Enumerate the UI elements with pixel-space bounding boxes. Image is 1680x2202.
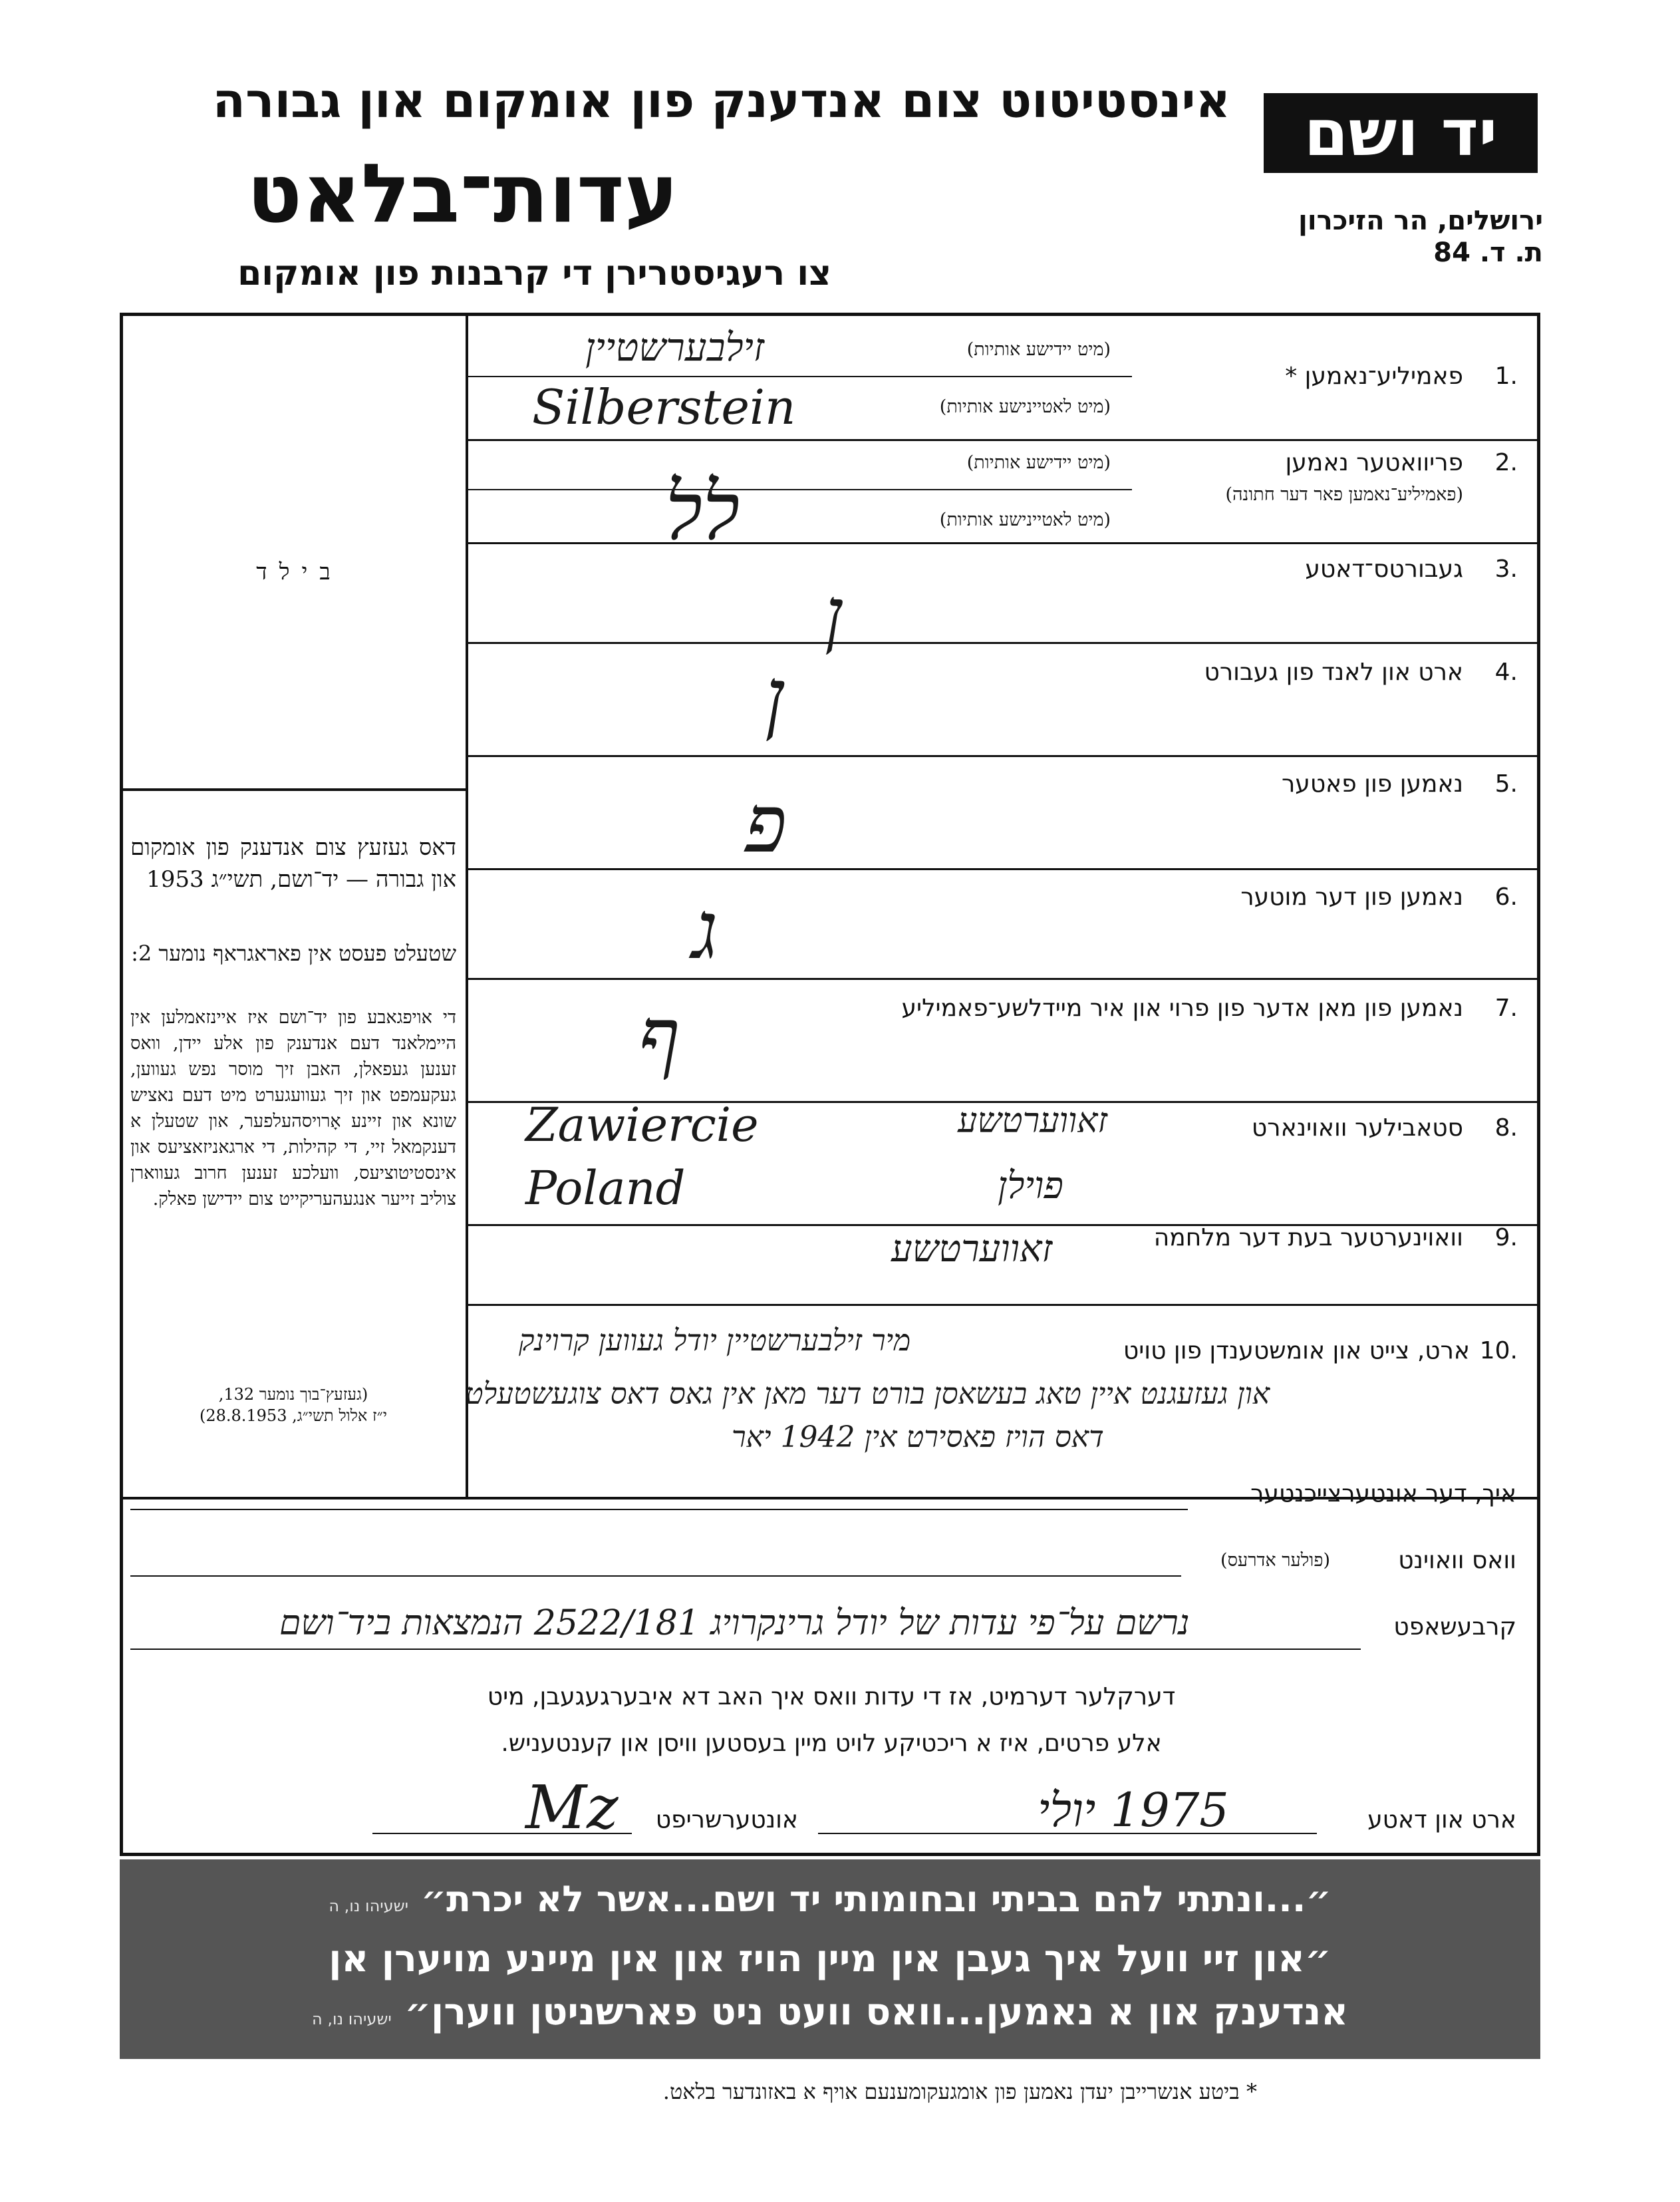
yad-vashem-logo: יד ושם [1264, 93, 1538, 173]
permanent-residence-label: סטאבילער וואוינארט [1251, 1114, 1463, 1142]
law-text: די אויפגאבע פון יד־ושם איז איינזאמלען אין היימלאנד דעם אנדענק פון אלע יידן, וואס זענען געפאלן, האבן זיך מוסר נפש געווען, געקעמפט און זיך געוועגערט מיט דעם נאציש שונא און זיינע אָרויסהעלפער, און שטעלן א דענקמאל זיי, די קהילות, די ארגאניזאציעס און אינסטיטוציעס, וועלכע זענען חרוב געווארן צוליב זייער אנגעהעריקייט צום יידישן פאלק. [130, 1007, 456, 1209]
quote-source: ישעיהו נו, ה [312, 2010, 392, 2028]
law-paragraph-ref: שטעלט פעסט אין פאראגראף נומער 2: [131, 941, 456, 966]
spouse-name-label: נאמען פון מאן אדער פון פרוי און איר מיידלשע־פאמיליע [901, 995, 1463, 1022]
quote-hebrew [120, 1873, 1540, 1933]
row-divider [467, 978, 1540, 980]
address-line[interactable] [130, 1575, 1181, 1577]
signature-value[interactable]: Mz [525, 1773, 619, 1843]
first-name-yiddish-hint: (מיט יידישע אותיות) [966, 452, 1111, 473]
field-number: 10. [1479, 1337, 1518, 1364]
field-number: 7. [1494, 995, 1518, 1022]
quote-yiddish-line-1: ״און זיי וועל איך געבן אין מיין הויז און אין מיינע מויערן אן [329, 1937, 1331, 1980]
place-date-label: ארט און דאטע [1367, 1806, 1516, 1833]
first-name-value[interactable]: לל [665, 466, 740, 558]
permanent-residence-yiddish-value[interactable]: זאווערטשע [958, 1101, 1107, 1141]
country-yiddish-value[interactable]: פוילן [998, 1164, 1063, 1207]
quote-banner [120, 1859, 1540, 2059]
address-line-1: ירושלים, הר הזיכרון [1298, 206, 1543, 236]
death-circumstances-value-2[interactable]: און געזעגנט איין טאג בעשאסן בורט דער מאן אין גאס דאס צוגעשטעלט [466, 1377, 1270, 1411]
photo-label: בילד [256, 559, 343, 585]
spouse-name-value[interactable]: ף [638, 991, 680, 1084]
form-title: עדות־בלאט [247, 146, 678, 241]
row-divider [467, 642, 1540, 644]
row-divider [467, 1304, 1540, 1306]
row-divider [467, 868, 1540, 870]
birth-date-label: געבורטס־דאטע [1305, 555, 1463, 583]
quote-yiddish-line-2 [120, 1986, 1540, 2046]
field-number: 3. [1494, 555, 1518, 583]
signature-label: אונטערשריפט [655, 1806, 798, 1833]
law-citation-line-1: (געזעץ־בוך נומער 132, [218, 1385, 368, 1404]
country-latin-value[interactable]: Poland [525, 1161, 686, 1215]
address-hint: (פולער אדרעס) [1220, 1550, 1330, 1571]
row-divider [467, 542, 1540, 544]
first-name-latin-hint: (מיט לאטיינישע אותיות) [939, 510, 1111, 530]
field-number: 1. [1494, 363, 1518, 390]
father-name-label: נאמען פון פאטער [1281, 770, 1463, 798]
field-line [467, 376, 1132, 377]
birth-date-value[interactable]: ן [825, 572, 844, 657]
declaration-line-2: אלע פרטים, איז א ריכטיקע לויט מיין בעסטען וויסן און קענטעניש. [501, 1730, 1162, 1757]
signer-line[interactable] [130, 1509, 1188, 1510]
relation-value[interactable]: נרשם על־פי עדות של יודל גרינקרויג 2522/181 הנמצאות ביד־ושם [279, 1603, 1190, 1643]
death-circumstances-label: ארט, צייט און אומשטענדן פון טויט [1123, 1337, 1470, 1364]
quote-source: ישעיהו נו, ה [329, 1897, 409, 1915]
address-line-2: ת. ד. 84 [1433, 237, 1543, 268]
field-number: 2. [1494, 449, 1518, 476]
birth-place-value[interactable]: ן [765, 652, 785, 744]
family-name-yiddish-hint: (מיט יידישע אותיות) [966, 339, 1111, 360]
wartime-residence-label: וואוינערטער בעת דער מלחמה [1153, 1224, 1463, 1251]
quote-yiddish-text: אנדענק און א נאמען...וואס וועט ניט פארשניטן ווערן״ [404, 1990, 1348, 2034]
family-name-yiddish-value[interactable]: זילבערשטיין [585, 325, 765, 370]
permanent-residence-latin-value[interactable]: Zawiercie [525, 1098, 759, 1152]
form-subtitle: צו רעגיסטרירן די קרבנות פון אומקום [237, 253, 831, 293]
father-name-value[interactable]: פ [745, 778, 787, 871]
declaration-line-1: דערקלער דערמיט, אז די עדות וואס איך האב דא איבערגעגעבן, מיט [487, 1683, 1176, 1710]
family-name-label: פאמיליע־נאמען * [1285, 363, 1463, 390]
mother-name-value[interactable]: ג [692, 885, 718, 977]
field-number: 8. [1494, 1114, 1518, 1142]
maiden-name-hint: (פאמיליע־נאמען פאר דער חתונה) [1225, 484, 1463, 505]
field-number: 6. [1494, 883, 1518, 911]
first-name-label: פריוואטער נאמען [1285, 449, 1463, 476]
birth-place-label: ארט און לאנד פון געבורט [1204, 659, 1463, 686]
relation-label: קרבעשאפט [1393, 1613, 1516, 1641]
mother-name-label: נאמען פון דער מוטער [1240, 883, 1463, 911]
death-circumstances-value-3[interactable]: דאס הויז פאסירט אין 1942 יאר [732, 1420, 1104, 1454]
family-name-latin-hint: (מיט לאטיינישע אותיות) [939, 396, 1111, 417]
law-citation [130, 1384, 456, 1426]
law-title: דאס געזעץ צום אנדענק פון אומקום און גבורה — יד־ושם, תשי״ג 1953 [130, 834, 456, 893]
field-line [467, 489, 1132, 490]
relation-line[interactable] [130, 1649, 1361, 1650]
address-block [1250, 205, 1543, 269]
quote-hebrew-text: ״...ונתתי להם בביתי ובחומותי יד ושם...אשר לא יכרת״ [420, 1878, 1331, 1920]
field-number: 5. [1494, 770, 1518, 798]
signer-label: איך, דער אונטערצייכנטער [1250, 1480, 1516, 1507]
footnote: * ביטע אנשרייבן יעדן נאמען פון אומגעקומענעם אויף א באזונדער בלאט. [662, 2079, 1257, 2104]
wartime-residence-value[interactable]: זאווערטשע [891, 1227, 1053, 1271]
address-label: וואס וואוינט [1398, 1547, 1516, 1574]
column-divider [466, 313, 468, 1497]
place-date-value[interactable]: 1975 יולי [1038, 1783, 1229, 1837]
institute-name: אינסטיטוט צום אנדענק פון אומקום און גבורה [212, 73, 1230, 128]
field-number: 9. [1494, 1224, 1518, 1251]
photo-divider [120, 788, 467, 791]
row-divider [467, 439, 1540, 441]
field-number: 4. [1494, 659, 1518, 686]
row-divider [467, 755, 1540, 757]
family-name-latin-value[interactable]: Silberstein [532, 379, 796, 435]
death-circumstances-value-1[interactable]: מיר זילבערשטיין יודל געווען קרוינק [519, 1324, 911, 1358]
law-citation-line-2: י״ז אלול תשי״ג, 28.8.1953) [199, 1406, 388, 1425]
